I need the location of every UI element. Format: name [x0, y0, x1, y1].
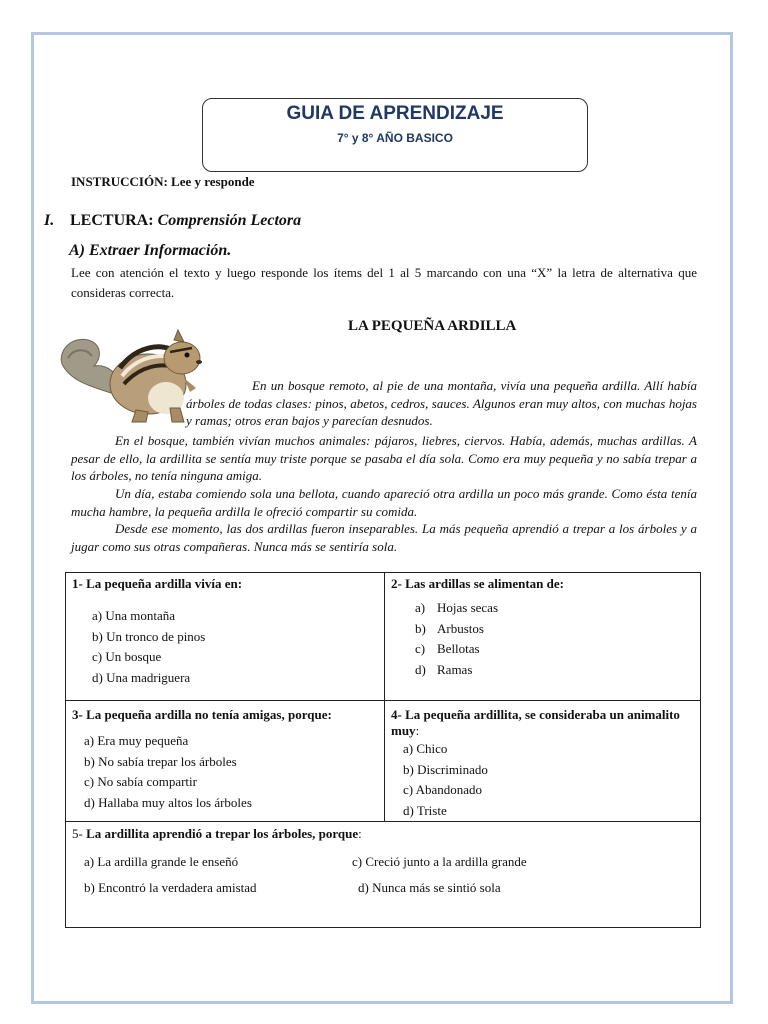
q3-option-d[interactable]: d) Hallaba muy altos los árboles	[84, 794, 252, 810]
page-subtitle: 7° y 8° AÑO BASICO	[337, 131, 453, 145]
q5-option-d[interactable]: d) Nunca más se sintió sola	[358, 880, 501, 895]
question-2-header: 2- Las ardillas se alimentan de:	[391, 576, 564, 591]
q4-option-a[interactable]: a) Chico	[403, 741, 448, 756]
question-5-header: 5- La ardillita aprendió a trepar los árboles, porque:	[72, 826, 362, 841]
q1-option-a[interactable]: a) Una montaña	[92, 608, 176, 623]
q2-option-b[interactable]: b) Arbustos	[415, 620, 484, 636]
question-cell-5	[66, 822, 701, 928]
instruction-line: INSTRUCCIÓN: Lee y responde	[71, 174, 255, 189]
section-label-italic: Comprensión Lectora	[157, 212, 302, 229]
question-3-header: 3- La pequeña ardilla no tenía amigas, porque:	[72, 707, 332, 722]
directions-text: Lee con atención el texto y luego responde los ítems del 1 al 5 marcando con una “X” la letra de alternativa que consideras correcta.	[71, 265, 697, 300]
q1-option-d[interactable]: d) Una madriguera	[92, 669, 191, 685]
story-paragraph-3: Un día, estaba comiendo sola una bellota, cuando apareció otra ardilla un poco más grande. Como ésta tenía mucha hambre, la pequeña ardilla le ofreció compartir su comida.	[71, 486, 697, 519]
story-paragraph-4: Desde ese momento, las dos ardillas fueron inseparables. La más pequeña aprendió a trepar a los árboles y a jugar como sus otras compañeras. Nunca más se sentiría sola.	[71, 521, 697, 554]
q2-option-c[interactable]: c) Bellotas	[415, 641, 480, 656]
story-paragraph-1: En un bosque remoto, al pie de una montaña, vivía una pequeña ardilla. Allí había árboles de todas clases: pinos, abetos, cedros, sauces. Algunos eran muy altos, con muchas hojas y ramas; otros eran bajos y parecían desnudos.	[186, 378, 697, 429]
question-cell-4	[385, 701, 701, 822]
q5-option-a[interactable]: a) La ardilla grande le enseñó	[84, 854, 239, 869]
question-cell-2	[385, 573, 701, 701]
q3-option-c[interactable]: c) No sabía compartir	[84, 774, 197, 789]
story-title: LA PEQUEÑA ARDILLA	[348, 318, 517, 334]
section-number: I.	[44, 212, 55, 229]
section-label: LECTURA:	[70, 212, 154, 229]
q4-option-d[interactable]: d) Triste	[403, 802, 447, 818]
question-1-header: 1- La pequeña ardilla vivía en:	[72, 576, 243, 591]
q4-option-c[interactable]: c) Abandonado	[403, 782, 483, 797]
q3-option-a[interactable]: a) Era muy pequeña	[84, 733, 189, 748]
subsection-heading: A) Extraer Información.	[69, 242, 232, 259]
q1-option-b[interactable]: b) Un tronco de pinos	[92, 628, 206, 644]
squirrel-illustration	[58, 318, 204, 426]
question-cell-3	[66, 701, 385, 822]
question-4-header: 4- La pequeña ardillita, se consideraba un animalito muy:	[391, 707, 680, 738]
q5-option-b[interactable]: b) Encontró la verdadera amistad	[84, 880, 257, 895]
section-heading	[70, 212, 301, 230]
q2-option-a[interactable]: a) Hojas secas	[415, 600, 499, 615]
question-cell-1	[66, 573, 385, 701]
q3-option-b[interactable]: b) No sabía trepar los árboles	[84, 753, 237, 769]
questions-table	[65, 572, 701, 928]
q4-option-b[interactable]: b) Discriminado	[403, 761, 488, 777]
story-paragraph-2: En el bosque, también vivían muchos animales: pájaros, liebres, ciervos. Había, además, muchas ardillas. A pesar de ello, la ardillita se sentía muy triste porque se pasaba el día sola. Como era muy pequeña y no sabía trepar a los árboles, no tenía ninguna amiga.	[71, 433, 697, 484]
q1-option-c[interactable]: c) Un bosque	[92, 649, 162, 664]
q5-option-c[interactable]: c) Creció junto a la ardilla grande	[352, 854, 527, 869]
page-title: GUIA DE APRENDIZAJE	[286, 103, 504, 124]
title-box	[202, 98, 588, 172]
q2-option-d[interactable]: d) Ramas	[415, 661, 473, 677]
